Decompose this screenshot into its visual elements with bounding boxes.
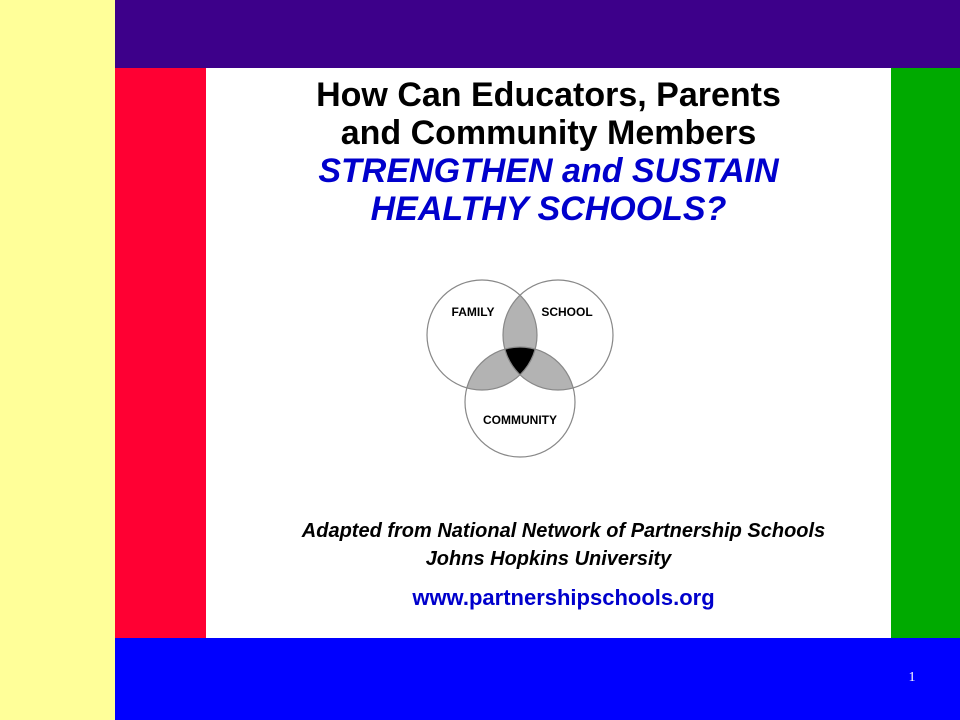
credit-line-2: Johns Hopkins University <box>425 548 672 570</box>
top-purple-band <box>115 0 960 68</box>
school-label: SCHOOL <box>541 305 593 319</box>
credit-line-1: Adapted from National Network of Partnership Schools <box>301 520 826 542</box>
right-green-band <box>891 68 960 638</box>
slide-title-line-3: STRENGTHEN and SUSTAIN <box>318 152 779 190</box>
website-link[interactable]: www.partnershipschools.org <box>412 585 715 610</box>
slide-title-line-2: and Community Members <box>340 114 757 152</box>
bottom-blue-band <box>115 638 960 720</box>
left-red-band <box>115 68 206 638</box>
slide-title-line-4: HEALTHY SCHOOLS? <box>370 190 727 228</box>
slide-title-line-1: How Can Educators, Parents <box>316 76 781 114</box>
family-label: FAMILY <box>451 305 495 319</box>
venn-diagram <box>415 268 625 463</box>
left-yellow-band <box>0 0 115 720</box>
community-label: COMMUNITY <box>483 413 557 427</box>
slide-number: 1 <box>908 670 916 685</box>
